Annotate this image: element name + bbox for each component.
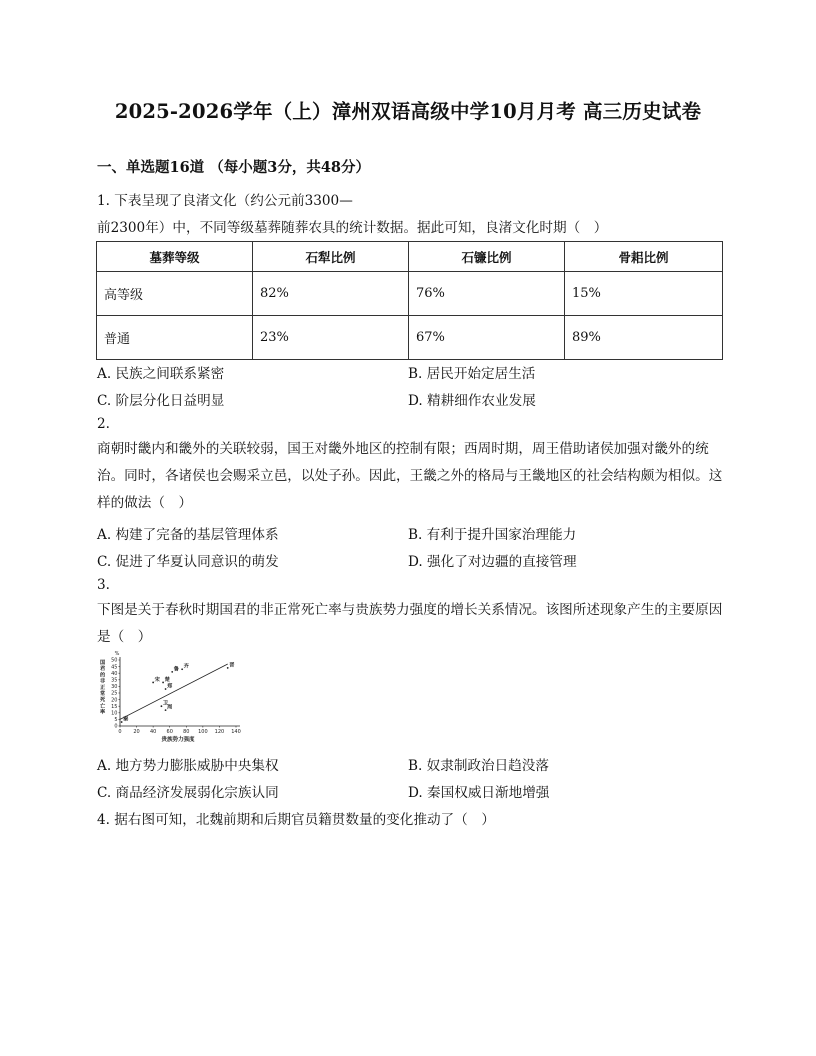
q1-option-b[interactable]: B. 居民开始定居生活 <box>408 366 536 382</box>
x-tick-label: 80 <box>183 729 190 735</box>
q3-number: 3. <box>97 577 110 593</box>
y-tick-label: 45 <box>111 664 118 671</box>
y-axis-title-char: 正 <box>100 684 106 691</box>
table-header-cell: 骨耜比例 <box>565 242 723 272</box>
table-header-cell: 石犁比例 <box>253 242 409 272</box>
data-point-label: 晋 <box>229 662 235 669</box>
q2-option-a[interactable]: A. 构建了完备的基层管理体系 <box>97 527 279 543</box>
x-axis-title: 贵族势力强度 <box>161 737 195 743</box>
data-point-label: 楚 <box>164 676 170 683</box>
q3-option-b[interactable]: B. 奴隶制政治日趋没落 <box>408 758 549 774</box>
q3-scatter-chart <box>96 650 260 750</box>
q1-option-d[interactable]: D. 精耕细作农业发展 <box>408 393 536 409</box>
q2-number: 2. <box>97 416 110 432</box>
data-point-label: 卫 <box>162 700 169 707</box>
q3-option-c[interactable]: C. 商品经济发展弱化宗族认同 <box>97 785 279 801</box>
y-axis-title-char: 率 <box>100 709 106 716</box>
table-cell: 高等级 <box>97 272 253 316</box>
table-cell: 89% <box>565 316 723 360</box>
y-tick-label: 40 <box>111 670 118 677</box>
data-point-label: 鲁 <box>173 666 179 673</box>
x-tick-label: 0 <box>118 729 122 735</box>
y-tick-label: 20 <box>111 697 118 704</box>
y-tick-label: 5 <box>114 717 118 724</box>
y-tick-label: 10 <box>111 710 118 717</box>
y-axis-title <box>100 658 106 716</box>
x-tick-label: 40 <box>149 729 157 735</box>
q3-stem: 下图是关于春秋时期国君的非正常死亡率与贵族势力强度的增长关系情况。该图所述现象产生的主要原因是（ ） <box>97 602 723 645</box>
q1-stem-line1: 1. 下表呈现了良渚文化（约公元前3300— <box>97 193 353 209</box>
table-row <box>97 272 723 316</box>
q1-data-table <box>96 241 723 360</box>
y-tick-label: 25 <box>111 690 118 697</box>
q4-stem: 4. 据右图可知，北魏前期和后期官员籍贯数量的变化推动了（ ） <box>97 812 495 828</box>
q2-option-d[interactable]: D. 强化了对边疆的直接管理 <box>408 554 577 570</box>
x-tick-label: 140 <box>231 729 241 735</box>
q2-option-b[interactable]: B. 有利于提升国家治理能力 <box>408 527 577 543</box>
q2-option-c[interactable]: C. 促进了华夏认同意识的萌发 <box>97 554 279 570</box>
data-point-label: 周 <box>167 704 173 711</box>
table-cell: 23% <box>253 316 409 360</box>
page-title: 2025-2026学年（上）漳州双语高级中学10月月考 高三历史试卷 <box>114 100 702 123</box>
y-tick-label: 0 <box>114 723 118 730</box>
q1-option-a[interactable]: A. 民族之间联系紧密 <box>97 366 225 382</box>
table-cell: 76% <box>409 272 565 316</box>
y-tick-label: 30 <box>111 684 118 691</box>
y-tick-label: 50 <box>111 657 118 664</box>
table-cell: 普通 <box>97 316 253 360</box>
table-row <box>97 316 723 360</box>
table-cell: 15% <box>565 272 723 316</box>
y-axis-title-char: 的 <box>100 672 106 679</box>
x-tick-label: 120 <box>214 729 225 735</box>
x-tick-label: 60 <box>166 729 173 735</box>
q3-option-d[interactable]: D. 秦国权威日渐地增强 <box>408 785 550 801</box>
data-point-label: 宋 <box>154 676 160 683</box>
section-heading: 一、单选题16道 （每小题3分，共48分） <box>97 159 370 176</box>
y-axis-title-char: 死 <box>100 697 106 704</box>
y-axis-title-char: 常 <box>100 691 106 697</box>
y-axis-title-char: 亡 <box>100 703 106 710</box>
table-header-row <box>97 242 723 272</box>
y-tick-label: 15 <box>111 703 118 710</box>
q1-stem-line2: 前2300年）中，不同等级墓葬随葬农具的统计数据。据此可知，良渚文化时期（ ） <box>97 220 608 236</box>
x-tick-label: 100 <box>198 729 208 735</box>
q3-option-a[interactable]: A. 地方势力膨胀威胁中央集权 <box>97 758 279 774</box>
y-axis-title-char: 君 <box>100 666 106 673</box>
table-cell: 67% <box>409 316 565 360</box>
q1-option-c[interactable]: C. 阶层分化日益明显 <box>97 393 225 409</box>
y-axis-title-char: 国 <box>100 660 106 666</box>
y-unit-label: % <box>114 651 120 657</box>
y-axis-title-char: 非 <box>100 678 106 685</box>
table-header-cell: 石镰比例 <box>409 242 565 272</box>
data-point-label: 齐 <box>183 663 189 670</box>
data-point-label: 郑 <box>167 683 173 690</box>
table-header-cell: 墓葬等级 <box>97 242 253 272</box>
table-cell: 82% <box>253 272 409 316</box>
q2-stem: 商朝时畿内和畿外的关联较弱，国王对畿外地区的控制有限；西周时期，周王借助诸侯加强对畿外的统治。同时，各诸侯也会赐采立邑，以处子孙。因此，王畿之外的格局与王畿地区的社会结构颇为相似。这样的做法（ ） <box>97 441 723 511</box>
x-tick-label: 20 <box>133 729 140 735</box>
data-point-label: 秦 <box>123 716 129 723</box>
y-tick-label: 35 <box>111 677 118 684</box>
